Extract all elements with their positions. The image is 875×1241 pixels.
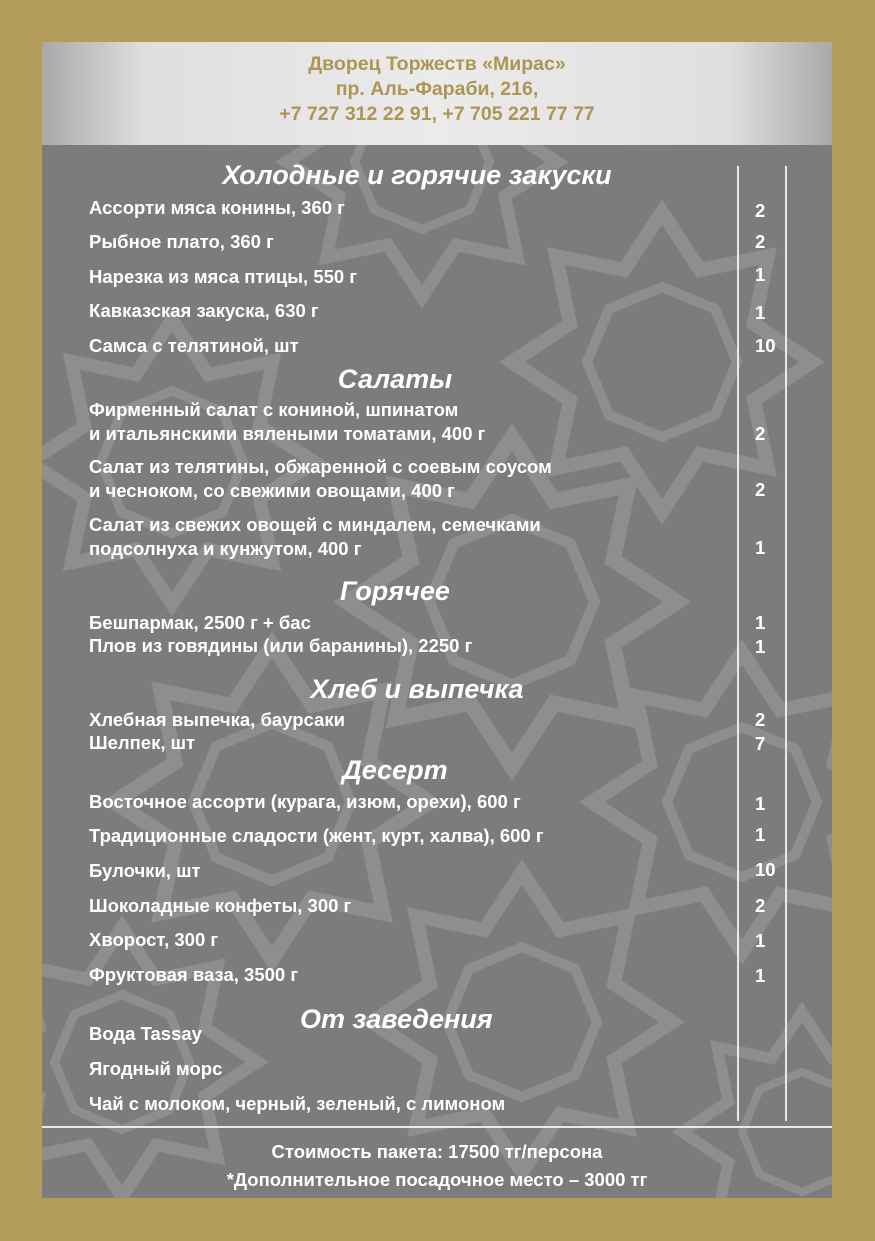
menu-item: Нарезка из мяса птицы, 550 г bbox=[89, 266, 358, 287]
section-title-hot: Горячее bbox=[340, 576, 450, 606]
venue-address: пр. Аль-Фараби, 216, bbox=[335, 78, 539, 100]
section-title-bread: Хлеб и выпечка bbox=[310, 674, 524, 704]
menu-item: Плов из говядины (или баранины), 2250 г bbox=[89, 635, 473, 656]
menu-item-line: Салат из свежих овощей с миндалем, семечками bbox=[89, 514, 541, 535]
menu-item: Булочки, шт bbox=[89, 860, 201, 881]
menu-item-line: Салат из телятины, обжаренной с соевым соусом bbox=[89, 456, 552, 477]
item-quantity: 2 bbox=[755, 895, 766, 916]
menu-item: Шоколадные конфеты, 300 г bbox=[89, 895, 352, 916]
menu-item: Хворост, 300 г bbox=[89, 929, 219, 950]
footer-divider bbox=[42, 1126, 832, 1128]
item-quantity: 1 bbox=[755, 793, 766, 814]
menu-item-line: подсолнуха и кунжутом, 400 г bbox=[89, 538, 362, 559]
menu-item: Восточное ассорти (курага, изюм, орехи), 600 г bbox=[89, 791, 521, 812]
section-title-salads: Салаты bbox=[337, 364, 453, 394]
item-quantity: 7 bbox=[755, 733, 766, 754]
venue-name: Дворец Торжеств «Мирас» bbox=[308, 53, 566, 75]
venue-phones: +7 727 312 22 91, +7 705 221 77 77 bbox=[279, 103, 595, 125]
menu-item: Кавказская закуска, 630 г bbox=[89, 300, 319, 321]
item-quantity: 1 bbox=[755, 636, 766, 657]
item-quantity: 10 bbox=[755, 335, 776, 356]
item-quantity: 1 bbox=[755, 537, 766, 558]
menu-item-line: Фирменный салат с кониной, шпинатом bbox=[89, 399, 459, 420]
menu-item: Рыбное плато, 360 г bbox=[89, 231, 274, 252]
section-title-appetizers: Холодные и горячие закуски bbox=[222, 160, 612, 190]
item-quantity: 1 bbox=[755, 612, 766, 633]
item-quantity: 2 bbox=[755, 709, 766, 730]
menu-item: Вода Tassay bbox=[89, 1023, 202, 1044]
column-divider-right bbox=[785, 166, 787, 1121]
menu-item: Бешпармак, 2500 г + бас bbox=[89, 612, 311, 633]
item-quantity: 1 bbox=[755, 930, 766, 951]
item-quantity: 1 bbox=[755, 824, 766, 845]
item-quantity: 1 bbox=[755, 264, 766, 285]
item-quantity: 1 bbox=[755, 965, 766, 986]
item-quantity: 2 bbox=[755, 200, 766, 221]
item-quantity: 2 bbox=[755, 231, 766, 252]
venue-header bbox=[42, 42, 832, 145]
menu-item: Фруктовая ваза, 3500 г bbox=[89, 964, 299, 985]
menu-item: Шелпек, шт bbox=[89, 732, 196, 753]
section-title-house: От заведения bbox=[300, 1004, 493, 1034]
menu-item: Хлебная выпечка, баурсаки bbox=[89, 709, 345, 730]
item-quantity: 10 bbox=[755, 859, 776, 880]
item-quantity: 1 bbox=[755, 302, 766, 323]
menu-item: Чай с молоком, черный, зеленый, с лимоном bbox=[89, 1093, 506, 1114]
section-title-dessert: Десерт bbox=[342, 755, 448, 785]
menu-item-line: и чесноком, со свежими овощами, 400 г bbox=[89, 480, 455, 501]
package-price: Стоимость пакета: 17500 тг/персона bbox=[271, 1141, 603, 1162]
extra-seat-note: *Дополнительное посадочное место – 3000 тг bbox=[226, 1169, 648, 1190]
menu-item: Ягодный морс bbox=[89, 1058, 223, 1079]
menu-item-line: и итальянскими вялеными томатами, 400 г bbox=[89, 423, 486, 444]
column-divider-left bbox=[737, 166, 739, 1121]
item-quantity: 2 bbox=[755, 423, 766, 444]
menu-item: Самса с телятиной, шт bbox=[89, 335, 299, 356]
menu-item: Традиционные сладости (жент, курт, халва), 600 г bbox=[89, 825, 544, 846]
menu-item: Ассорти мяса конины, 360 г bbox=[89, 197, 345, 218]
item-quantity: 2 bbox=[755, 479, 766, 500]
